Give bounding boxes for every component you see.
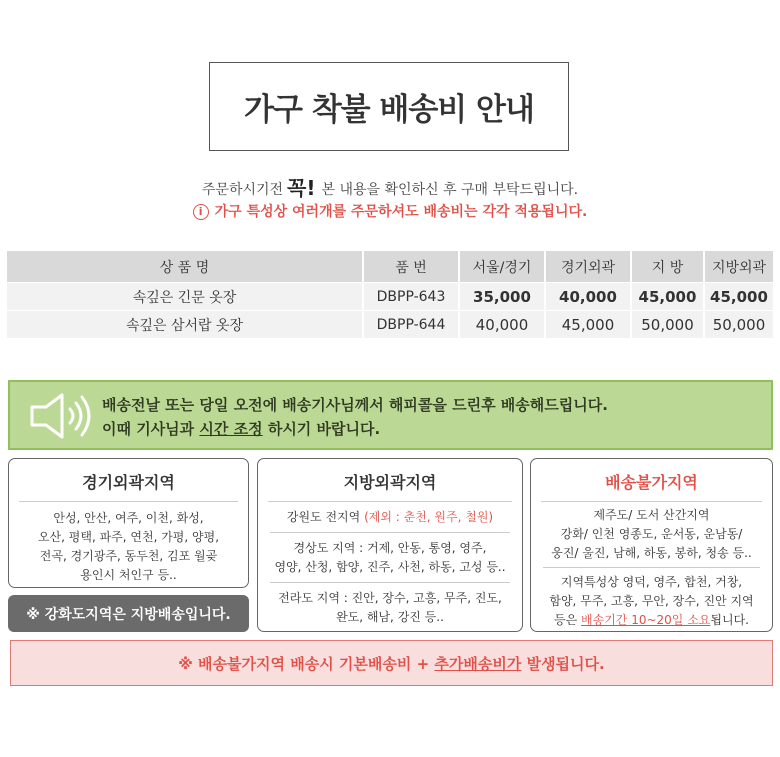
price-table xyxy=(7,251,773,338)
page-title: 가구 착불 배송비 안내 xyxy=(244,92,534,128)
extra-fee-highlight: 추가배송비가 xyxy=(434,654,522,673)
jeolla-list xyxy=(258,589,522,627)
banner-line-1: 배송전날 또는 당일 오전에 배송기사님께서 해피콜을 드린후 배송해드립니다. xyxy=(102,396,608,414)
cell-price: 50,000 xyxy=(632,310,705,338)
extra-fee-pre: ※ 배송불가지역 배송시 기본배송비 + xyxy=(178,654,430,673)
header-province-outskirts: 지방외곽 xyxy=(705,251,773,282)
region-gyeonggi-outskirts xyxy=(8,458,249,588)
gyeongsang-list xyxy=(258,539,522,577)
extra-fee-post: 발생됩니다. xyxy=(526,654,605,673)
notice-emphasis: 꼭! xyxy=(287,176,316,200)
region-title: 배송불가지역 xyxy=(541,470,762,502)
header-product-code: 품 번 xyxy=(364,251,460,282)
cell-price: 45,000 xyxy=(632,282,705,310)
delay-period: 배송기간 10~20일 소요 xyxy=(581,613,711,627)
header-product-name: 상 품 명 xyxy=(7,251,364,282)
cell-price: 40,000 xyxy=(546,282,632,310)
header-seoul-gyeonggi: 서울/경기 xyxy=(460,251,546,282)
delay-post: 됩니다. xyxy=(710,613,749,627)
region-line: 용인시 처인구 등.. xyxy=(80,568,177,582)
banner-line-2 xyxy=(102,418,380,439)
banner-line-2-post: 하시기 바랍니다. xyxy=(267,420,381,438)
region-line: 전곡, 경기광주, 동두천, 김포 월곶 xyxy=(39,549,218,563)
divider xyxy=(270,532,510,533)
region-title: 경기외곽지역 xyxy=(19,470,238,502)
region-title: 지방외곽지역 xyxy=(268,470,512,502)
cell-price: 35,000 xyxy=(460,282,546,310)
divider xyxy=(543,567,760,568)
extra-fee-notice xyxy=(10,640,773,686)
region-line: 지역특성상 영덕, 영주, 합천, 거창, xyxy=(560,575,743,589)
banner-line-2-pre: 이때 기사님과 xyxy=(102,420,195,438)
header-province: 지 방 xyxy=(632,251,705,282)
gangwon-line xyxy=(258,508,522,527)
region-province-outskirts xyxy=(257,458,523,632)
region-line: 완도, 해남, 강진 등.. xyxy=(336,610,444,624)
region-line: 영양, 산청, 함양, 진주, 사천, 하동, 고성 등.. xyxy=(274,560,506,574)
table-header-row xyxy=(7,251,773,282)
cell-price: 50,000 xyxy=(705,310,773,338)
region-line: 안성, 안산, 여주, 이천, 화성, xyxy=(53,511,204,525)
cell-product-code: DBPP-644 xyxy=(364,310,460,338)
ganghwa-note: ※ 강화도지역은 지방배송입니다. xyxy=(8,595,249,632)
region-no-delivery xyxy=(530,458,773,632)
delay-description xyxy=(531,573,772,630)
cell-product-name: 속깊은 긴문 옷장 xyxy=(7,282,364,310)
table-row xyxy=(7,282,773,310)
cell-product-name: 속깊은 삼서랍 옷장 xyxy=(7,310,364,338)
no-delivery-list xyxy=(531,506,772,563)
notice-warning: 가구 특성상 여러개를 주문하셔도 배송비는 각각 적용됩니다. xyxy=(214,204,588,220)
region-line: 전라도 지역 : 진안, 장수, 고흥, 무주, 진도, xyxy=(278,591,502,605)
region-line: 강화/ 인천 영종도, 운서동, 운남동/ xyxy=(560,527,743,541)
title-box xyxy=(209,62,569,151)
cell-price: 45,000 xyxy=(705,282,773,310)
region-line: 오산, 평택, 파주, 연천, 가평, 양평, xyxy=(37,530,220,544)
info-icon: i xyxy=(193,204,209,220)
header-gyeonggi-outskirts: 경기외곽 xyxy=(546,251,632,282)
notice-line-1 xyxy=(0,172,780,201)
region-line: 함양, 무주, 고흥, 무안, 장수, 진안 지역 xyxy=(549,594,754,608)
region-line: 경상도 지역 : 거제, 안동, 통영, 영주, xyxy=(293,541,487,555)
delay-pre: 등은 xyxy=(554,613,578,627)
region-line: 제주도/ 도서 산간지역 xyxy=(593,508,710,522)
cell-product-code: DBPP-643 xyxy=(364,282,460,310)
banner-time-adjust: 시간 조정 xyxy=(199,420,263,438)
divider xyxy=(270,582,510,583)
gangwon-exclusion: (제외 : 춘천, 원주, 철원) xyxy=(364,510,494,524)
notice-post: 본 내용을 확인하신 후 구매 부탁드립니다. xyxy=(321,182,579,198)
happy-call-banner xyxy=(8,380,773,450)
cell-price: 45,000 xyxy=(546,310,632,338)
region-line: 웅진/ 울진, 남해, 하동, 봉하, 청송 등.. xyxy=(551,546,752,560)
speaker-icon xyxy=(28,389,98,443)
region-list xyxy=(9,509,248,585)
notice-line-2 xyxy=(0,201,780,221)
notice-pre: 주문하시기전 xyxy=(201,182,284,198)
cell-price: 40,000 xyxy=(460,310,546,338)
gangwon-label: 강원도 전지역 xyxy=(286,510,361,524)
table-row xyxy=(7,310,773,338)
